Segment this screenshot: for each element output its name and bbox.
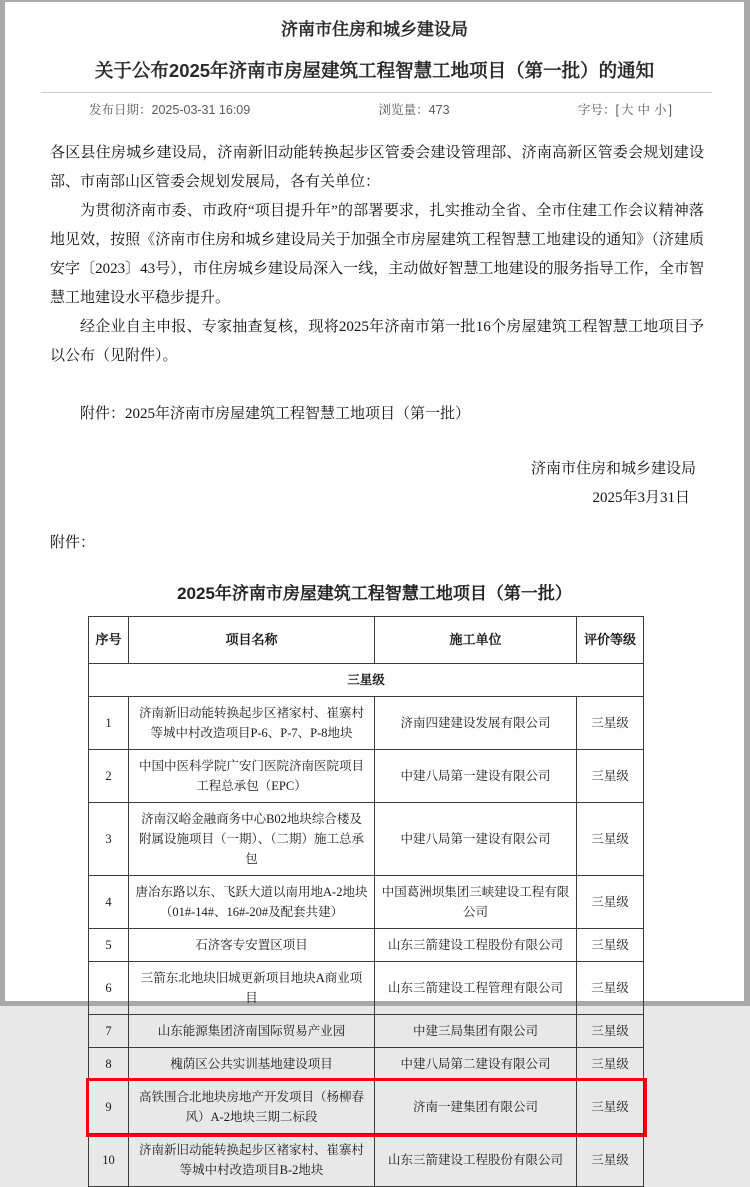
cell-index: 4	[89, 876, 129, 929]
paragraph-background: 为贯彻济南市委、市政府“项目提升年”的部署要求，扎实推动全省、全市住建工作会议精神落地见效，按照《济南市住房和城乡建设局关于加强全市房屋建筑工程智慧工地建设的通知》（济建质安字〔2023〕43号），市住房城乡建设局深入一线，主动做好智慧工地建设的服务指导工作，全市智慧工地建设水平稳步提升。	[50, 203, 704, 306]
table-row	[89, 962, 644, 1015]
table-row	[89, 697, 644, 750]
table-row	[89, 1015, 644, 1048]
cell-index: 7	[89, 1015, 129, 1048]
table-row	[89, 1048, 644, 1081]
section-header-label: 三星级	[89, 664, 644, 697]
bracket-open: [	[615, 103, 619, 117]
view-count-value: 473	[428, 103, 450, 117]
table-row	[89, 750, 644, 803]
cell-index: 9	[89, 1081, 129, 1134]
cell-constructor: 山东三箭建设工程股份有限公司	[375, 929, 577, 962]
view-count	[379, 100, 450, 118]
cell-constructor: 中国葛洲坝集团三峡建设工程有限公司	[375, 876, 577, 929]
projects-table	[88, 616, 644, 1187]
cell-index: 1	[89, 697, 129, 750]
cell-grade: 三星级	[577, 929, 644, 962]
attachment-table-title: 2025年济南市房屋建筑工程智慧工地项目（第一批）	[177, 584, 572, 603]
document-body	[5, 118, 744, 558]
publish-date-value: 2025-03-31 16:09	[151, 103, 251, 117]
column-header-constructor: 施工单位	[375, 617, 577, 664]
cell-grade: 三星级	[577, 962, 644, 1015]
signature-block	[50, 455, 704, 513]
cell-grade: 三星级	[577, 1015, 644, 1048]
cell-index: 6	[89, 962, 129, 1015]
cell-grade: 三星级	[577, 803, 644, 876]
cell-grade: 三星级	[577, 1081, 644, 1134]
attachment-label: 附件：	[50, 535, 96, 551]
cell-index: 8	[89, 1048, 129, 1081]
view-count-label: 浏览量：	[378, 103, 429, 117]
cell-project-name: 中国中医科学院广安门医院济南医院项目工程总承包（EPC）	[129, 750, 375, 803]
cell-project-name: 济南新旧动能转换起步区褚家村、崔寨村等城中村改造项目P-6、P-7、P-8地块	[129, 697, 375, 750]
table-row	[89, 929, 644, 962]
section-header-row	[89, 664, 644, 697]
table-row	[89, 1081, 644, 1134]
cell-constructor: 中建八局第二建设有限公司	[375, 1048, 577, 1081]
attachment-reference-line: 附件：2025年济南市房屋建筑工程智慧工地项目（第一批）	[80, 406, 471, 422]
table-row	[89, 876, 644, 929]
cell-project-name: 石济客专安置区项目	[129, 929, 375, 962]
font-size-medium-link[interactable]: 中	[637, 103, 650, 117]
table-row	[89, 803, 644, 876]
cell-grade: 三星级	[577, 697, 644, 750]
cell-constructor: 山东三箭建设工程股份有限公司	[375, 1134, 577, 1187]
cell-grade: 三星级	[577, 1048, 644, 1081]
cell-grade: 三星级	[577, 876, 644, 929]
org-title: 济南市住房和城乡建设局	[281, 20, 468, 39]
cell-constructor: 济南一建集团有限公司	[375, 1081, 577, 1134]
cell-constructor: 济南四建建设发展有限公司	[375, 697, 577, 750]
cell-project-name: 唐冶东路以东、飞跃大道以南用地A-2地块（01#-14#、16#-20#及配套共建）	[129, 876, 375, 929]
paragraph-announcement: 经企业自主申报、专家抽查复核，现将2025年济南市第一批16个房屋建筑工程智慧工地项目予以公布（见附件）。	[50, 319, 704, 364]
font-size-label: 字号：	[577, 103, 616, 117]
signature-date: 2025年3月31日	[592, 490, 690, 506]
bracket-close: ]	[668, 103, 672, 117]
font-size-small-link[interactable]: 小	[654, 103, 667, 117]
cell-project-name: 高铁围合北地块房地产开发项目（杨柳春风）A-2地块三期二标段	[129, 1081, 375, 1134]
cell-index: 5	[89, 929, 129, 962]
cell-project-name: 槐荫区公共实训基地建设项目	[129, 1048, 375, 1081]
cell-index: 10	[89, 1134, 129, 1187]
publish-date-label: 发布日期：	[89, 103, 152, 117]
cell-constructor: 中建三局集团有限公司	[375, 1015, 577, 1048]
cell-grade: 三星级	[577, 1134, 644, 1187]
column-header-grade: 评价等级	[577, 617, 644, 664]
paragraph-recipients: 各区县住房城乡建设局，济南新旧动能转换起步区管委会建设管理部、济南高新区管委会规划建设部、市南部山区管委会规划发展局，各有关单位：	[50, 145, 704, 190]
cell-grade: 三星级	[577, 750, 644, 803]
cell-constructor: 中建八局第一建设有限公司	[375, 750, 577, 803]
table-row	[89, 1134, 644, 1187]
column-header-index: 序号	[89, 617, 129, 664]
publish-date	[89, 100, 250, 118]
cell-project-name: 济南新旧动能转换起步区褚家村、崔寨村等城中村改造项目B-2地块	[129, 1134, 375, 1187]
font-size-large-link[interactable]: 大	[620, 103, 634, 117]
cell-project-name: 济南汉峪金融商务中心B02地块综合楼及附属设施项目（一期）、（二期）施工总承包	[129, 803, 375, 876]
column-header-project-name: 项目名称	[129, 617, 375, 664]
cell-project-name: 三箭东北地块旧城更新项目地块A商业项目	[129, 962, 375, 1015]
meta-bar	[5, 93, 744, 118]
signature-org: 济南市住房和城乡建设局	[530, 461, 696, 477]
cell-project-name: 山东能源集团济南国际贸易产业园	[129, 1015, 375, 1048]
cell-index: 3	[89, 803, 129, 876]
cell-index: 2	[89, 750, 129, 803]
cell-constructor: 山东三箭建设工程管理有限公司	[375, 962, 577, 1015]
table-header-row	[89, 617, 644, 664]
font-size-control	[578, 100, 672, 118]
page-title: 关于公布2025年济南市房屋建筑工程智慧工地项目（第一批）的通知	[94, 60, 655, 81]
cell-constructor: 中建八局第一建设有限公司	[375, 803, 577, 876]
